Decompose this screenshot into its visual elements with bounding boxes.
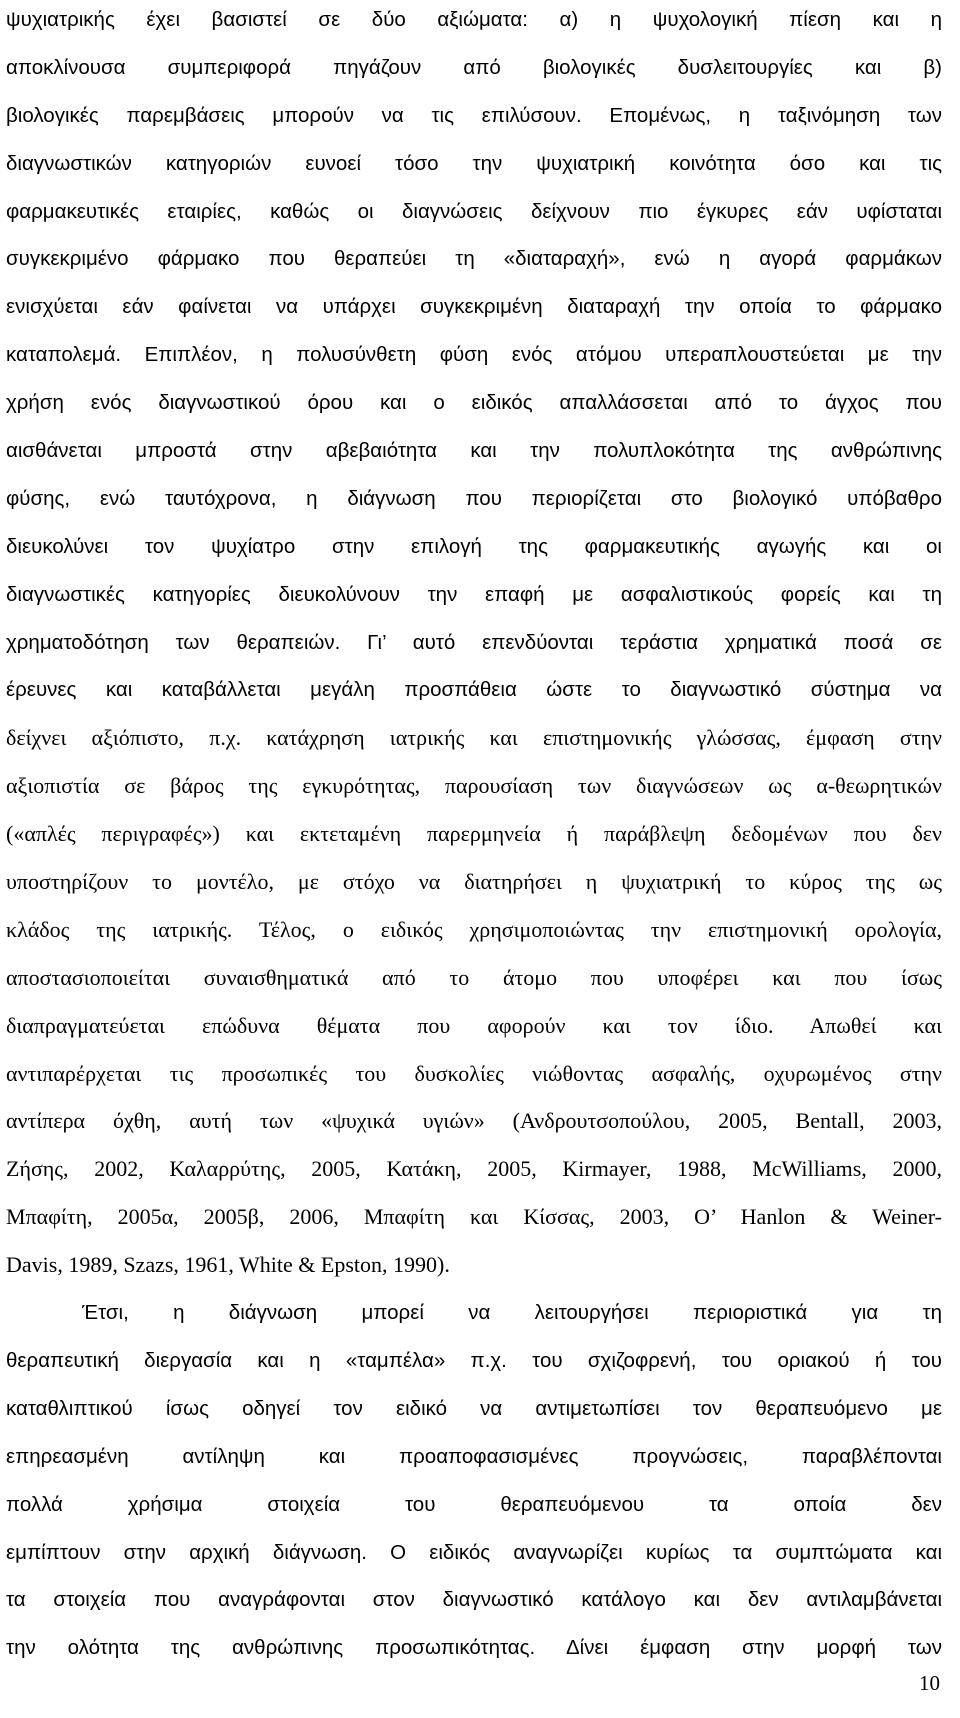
text-line: διαγνωστικών κατηγοριών ευνοεί τόσο την ψυχιατρική κοινότητα όσο και τις: [6, 151, 942, 175]
page-number: 10: [919, 1671, 940, 1695]
text-line: έρευνες και καταβάλλεται μεγάλη προσπάθεια ώστε το διαγνωστικό σύστημα να: [6, 678, 942, 702]
text-line: κλάδος της ιατρικής. Τέλος, ο ειδικός χρησιμοποιώντας την επιστημονική ορολογία,: [6, 916, 942, 942]
text-line: αντίπερα όχθη, αυτή των «ψυχικά υγιών» (Ανδρουτσοπούλου, 2005, Bentall, 2003,: [6, 1108, 942, 1134]
text-line: δείχνει αξιόπιστο, π.χ. κατάχρηση ιατρικής και επιστημονικής γλώσσας, έμφαση στην: [6, 725, 942, 751]
text-line: τα στοιχεία που αναγράφονται στον διαγνωστικό κατάλογο και δεν αντιλαμβάνεται: [6, 1588, 942, 1612]
text-line: αισθάνεται μπροστά στην αβεβαιότητα και την πολυπλοκότητα της ανθρώπινης: [6, 439, 942, 463]
text-line: Ζήσης, 2002, Καλαρρύτης, 2005, Κατάκη, 2005, Kirmayer, 1988, McWilliams, 2000,: [6, 1156, 942, 1182]
text-line: αντιπαρέρχεται τις προσωπικές του δυσκολίες νιώθοντας ασφαλής, οχυρωμένος στην: [6, 1060, 942, 1086]
text-line: φύσης, ενώ ταυτόχρονα, η διάγνωση που περιορίζεται στο βιολογικό υπόβαθρο: [6, 486, 942, 510]
text-line: χρηματοδότηση των θεραπειών. Γι’ αυτό επενδύονται τεράστια χρηματικά ποσά σε: [6, 630, 942, 654]
body-text: [6, 0, 942, 1672]
text-line: χρήση ενός διαγνωστικού όρου και ο ειδικός απαλλάσσεται από το άγχος που: [6, 391, 942, 415]
paragraph-first-line: Έτσι, η διάγνωση μπορεί να λειτουργήσει περιοριστικά για τη: [82, 1301, 942, 1325]
text-line: Davis, 1989, Szazs, 1961, White & Epston, 1990).: [6, 1252, 450, 1278]
text-line: βιολογικές παρεμβάσεις μπορούν να τις επιλύσουν. Επομένως, η ταξινόμηση των: [6, 103, 942, 127]
text-line: καταπολεμά. Επιπλέον, η πολυσύνθετη φύση ενός ατόμου υπεραπλουστεύεται με την: [6, 343, 942, 367]
text-line: διαγνωστικές κατηγορίες διευκολύνουν την επαφή με ασφαλιστικούς φορείς και τη: [6, 582, 942, 606]
text-line: υποστηρίζουν το μοντέλο, με στόχο να διατηρήσει η ψυχιατρική το κύρος της ως: [6, 869, 942, 895]
text-line: καταθλιπτικού ίσως οδηγεί τον ειδικό να αντιμετωπίσει τον θεραπευόμενο με: [6, 1396, 942, 1420]
text-line: («απλές περιγραφές») και εκτεταμένη παρερμηνεία ή παράβλεψη δεδομένων που δεν: [6, 821, 942, 847]
text-line: αποστασιοποιείται συναισθηματικά από το άτομο που υποφέρει και που ίσως: [6, 964, 942, 990]
text-line: εμπίπτουν στην αρχική διάγνωση. Ο ειδικός αναγνωρίζει κυρίως τα συμπτώματα και: [6, 1540, 942, 1564]
text-line: θεραπευτική διεργασία και η «ταμπέλα» π.χ. του σχιζοφρενή, του οριακού ή του: [6, 1348, 942, 1372]
text-line: διαπραγματεύεται επώδυνα θέματα που αφορούν και τον ίδιο. Απωθεί και: [6, 1012, 942, 1038]
text-line: την ολότητα της ανθρώπινης προσωπικότητας. Δίνει έμφαση στην μορφή των: [6, 1636, 942, 1660]
text-line: φαρμακευτικές εταιρίες, καθώς οι διαγνώσεις δείχνουν πιο έγκυρες εάν υφίσταται: [6, 199, 942, 223]
text-line: επηρεασμένη αντίληψη και προαποφασισμένες προγνώσεις, παραβλέπονται: [6, 1444, 942, 1468]
text-line: Μπαφίτη, 2005α, 2005β, 2006, Μπαφίτη και Κίσσας, 2003, O’ Hanlon & Weiner-: [6, 1204, 942, 1230]
text-line: συγκεκριμένο φάρμακο που θεραπεύει τη «διαταραχή», ενώ η αγορά φαρμάκων: [6, 247, 942, 271]
text-line: αποκλίνουσα συμπεριφορά πηγάζουν από βιολογικές δυσλειτουργίες και β): [6, 55, 942, 79]
text-line: ψυχιατρικής έχει βασιστεί σε δύο αξιώματα: α) η ψυχολογική πίεση και η: [6, 8, 942, 31]
text-line: διευκολύνει τον ψυχίατρο στην επιλογή της φαρμακευτικής αγωγής και οι: [6, 534, 942, 558]
text-line: πολλά χρήσιμα στοιχεία του θεραπευόμενου τα οποία δεν: [6, 1492, 942, 1516]
text-line: αξιοπιστία σε βάρος της εγκυρότητας, παρουσίαση των διαγνώσεων ως α-θεωρητικών: [6, 773, 942, 799]
text-line: ενισχύεται εάν φαίνεται να υπάρχει συγκεκριμένη διαταραχή την οποία το φάρμακο: [6, 295, 942, 319]
